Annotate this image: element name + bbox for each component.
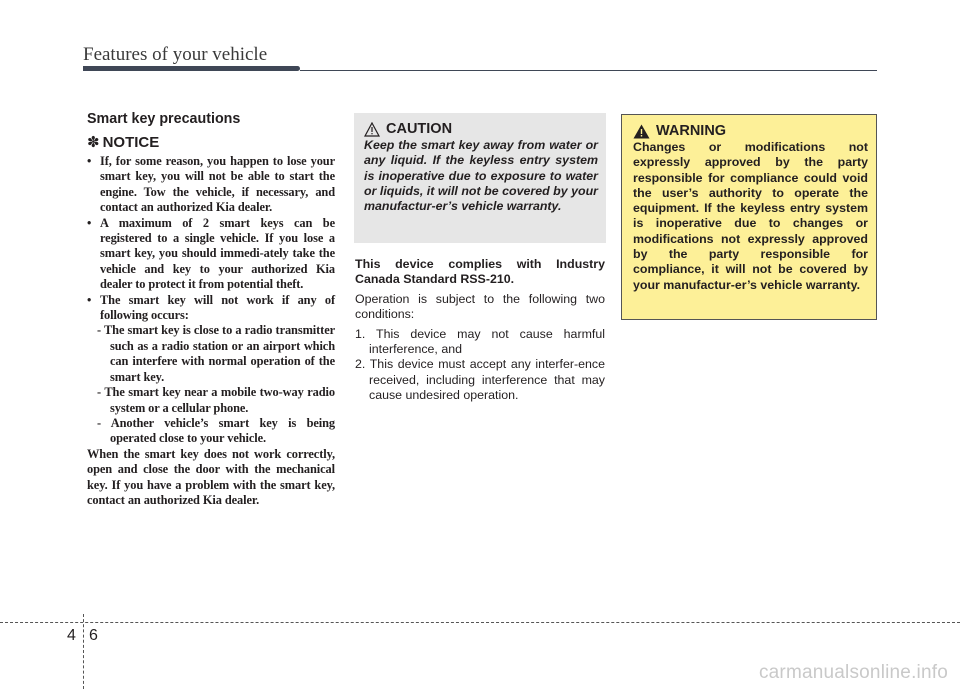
caution-triangle-icon bbox=[364, 122, 380, 137]
footer-separator bbox=[83, 614, 84, 689]
middle-column bbox=[355, 257, 605, 404]
caution-heading bbox=[364, 121, 598, 137]
notice-label: NOTICE bbox=[102, 134, 160, 151]
warning-box bbox=[621, 114, 877, 320]
interference-item: - Another vehicle’s smart key is being operated close to your vehicle. bbox=[97, 415, 335, 446]
caution-box bbox=[354, 113, 606, 243]
condition-item: 2. This device must accept any interfer-ence received, including interference that may cause undesired operation. bbox=[355, 357, 605, 403]
warning-label: WARNING bbox=[656, 123, 727, 139]
bullet-marker: • bbox=[87, 215, 92, 230]
caution-text: Keep the smart key away from water or any liquid. If the keyless entry system is inoperative due to exposure to water or liquids, it will not be covered by your manufactur-er’s vehicle warranty. bbox=[364, 138, 598, 214]
notice-bullet bbox=[87, 216, 335, 293]
notice-star-icon: ✽ bbox=[87, 134, 100, 151]
compliance-statement: This device complies with Industry Canada Standard RSS-210. bbox=[355, 257, 605, 287]
notice-closing-text: When the smart key does not work correctly, open and close the door with the mechanical key. If you have a problem with the smart key, contact an authorized Kia dealer. bbox=[87, 446, 335, 507]
bullet-text: A maximum of 2 smart keys can be registered to a single vehicle. If you lose a smart key, you should immedi-ately take the vehicle and key to your authorized Kia dealer to protect it from potential theft. bbox=[100, 215, 335, 292]
notice-bullet bbox=[87, 293, 335, 324]
smart-key-precautions-heading: Smart key precautions bbox=[87, 111, 241, 127]
bullet-text: If, for some reason, you happen to lose your smart key, you will not be able to start the engine. Tow the vehicle, if necessary, and contact an authorized Kia dealer. bbox=[100, 154, 335, 215]
caution-label: CAUTION bbox=[386, 121, 453, 137]
chapter-number: 4 bbox=[67, 627, 76, 644]
page-section-title: Features of your vehicle bbox=[83, 44, 268, 65]
conditions-intro: Operation is subject to the following two conditions: bbox=[355, 291, 605, 322]
notice-body bbox=[87, 154, 335, 508]
header-rule-thin bbox=[300, 70, 877, 71]
page-number: 6 bbox=[89, 627, 98, 644]
warning-triangle-icon bbox=[633, 124, 650, 139]
warning-heading bbox=[633, 123, 868, 139]
bullet-marker: • bbox=[87, 292, 92, 307]
condition-item: 1. This device may not cause harmful interference, and bbox=[355, 326, 605, 357]
warning-text: Changes or modifications not expressly approved by the party responsible for compliance could void the user’s authority to operate the equipment. If the keyless entry system is inoperative due to changes or modifications not expressly approved by the party responsible for compliance, it will not be covered by your manufactur-er’s vehicle warranty. bbox=[633, 140, 868, 292]
interference-item: - The smart key near a mobile two-way radio system or a cellular phone. bbox=[97, 385, 335, 415]
left-column bbox=[87, 111, 335, 508]
bullet-text: The smart key will not work if any of following occurs: bbox=[100, 292, 335, 323]
footer-rule bbox=[0, 622, 960, 623]
site-watermark: carmanualsonline.info bbox=[758, 662, 948, 683]
header-rule-thick bbox=[83, 66, 300, 71]
bullet-marker: • bbox=[87, 154, 92, 168]
notice-heading bbox=[87, 133, 335, 151]
interference-item: - The smart key is close to a radio transmitter such as a radio station or an airport which can interfere with normal operation of the smart key. bbox=[97, 323, 335, 384]
notice-bullet bbox=[87, 154, 335, 216]
